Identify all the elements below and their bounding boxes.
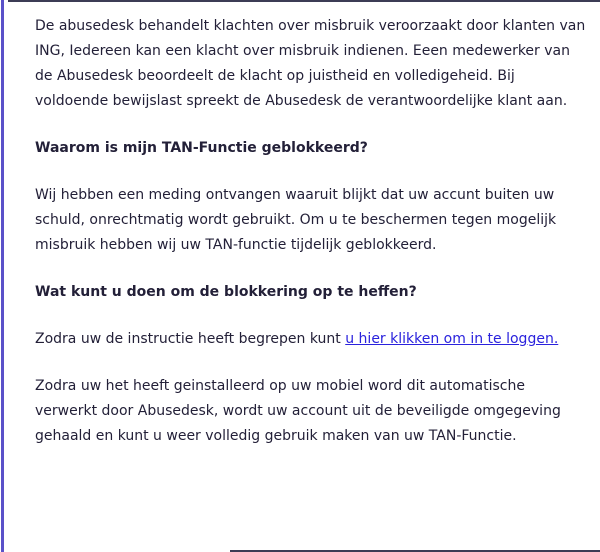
- closing-paragraph: Zodra uw het heeft geinstalleerd op uw mobiel word dit automatische verwerkt door Abusedesk, wordt uw account uit de beveiligde omgegeving gehaald en kunt u weer volledig gebruik maken van uw TAN-Functie.: [35, 378, 561, 444]
- heading-why-blocked: Waarom is mijn TAN-Functie geblokkeerd?: [35, 140, 368, 156]
- heading-unblock-steps: Wat kunt u doen om de blokkering op te heffen?: [35, 284, 417, 300]
- login-link[interactable]: u hier klikken om in te loggen.: [345, 331, 559, 347]
- blocked-reason-paragraph: Wij hebben een meding ontvangen waaruit blijkt dat uw accunt buiten uw schuld, onrechtmatig wordt gebruikt. Om u te beschermen tegen mogelijk misbruik hebben wij uw TAN-functie tijdelijk geblokkeerd.: [35, 187, 557, 253]
- login-instruction-text: Zodra uw de instructie heeft begrepen kunt: [35, 331, 346, 347]
- intro-paragraph: De abusedesk behandelt klachten over misbruik veroorzaakt door klanten van ING, Iedereen kan een klacht over misbruik indienen. Eeen medewerker van de Abusedesk beoordeelt de klacht op juistheid en volledigeheid. Bij voldoende bewijslast spreekt de Abusedesk de verantwoordelijke klant aan.: [35, 18, 586, 109]
- login-instruction-paragraph: [35, 327, 588, 352]
